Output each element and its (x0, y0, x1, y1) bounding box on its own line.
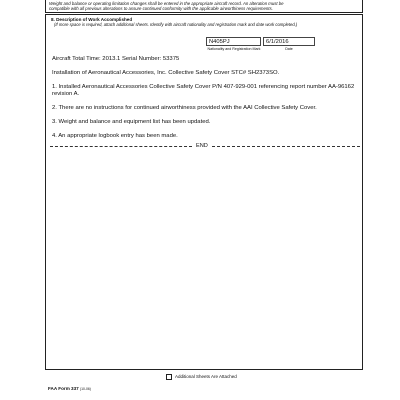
form-revision: (10-06) (80, 387, 91, 391)
section-title: 8. Description of Work Accomplished (51, 17, 133, 22)
registration-label: Nationality and Registration Mark (207, 47, 261, 51)
end-dash-right (212, 146, 360, 147)
top-notice (45, 0, 363, 12)
registration-field[interactable]: N405PJ (206, 37, 261, 46)
section-subtitle: (If more space is required, attach additional sheets. Identify with aircraft nationality and registration mark and date work completed.) (54, 22, 298, 27)
date-label: Date (285, 47, 293, 51)
top-notice-line1: Weight and balance or operating limitation changes shall be entered in the appropriate aircraft record. An alteration must be (49, 1, 284, 6)
additional-sheets-label: Additional Sheets Are Attached (175, 374, 237, 379)
additional-sheets-checkbox[interactable] (166, 374, 172, 380)
top-notice-line2: compatible with all previous alterations to assure continued conformity with the applicable airworthiness requirements. (49, 6, 273, 11)
work-item-1: 1. Installed Aeronautical Accessories Collective Safety Cover P/N 407-929-001 referencing report number AA-96162 revision A. (52, 84, 355, 98)
work-item-2: 2. There are no instructions for continued airworthiness provided with the AAI Collective Safety Cover. (52, 105, 317, 111)
work-item-3: 3. Weight and balance and equipment list has been updated. (52, 119, 211, 125)
description-of-work-section (45, 14, 363, 370)
end-dash-left (50, 146, 192, 147)
end-marker: END (196, 143, 208, 149)
form-identifier (48, 386, 91, 391)
date-field[interactable]: 6/1/2016 (263, 37, 315, 46)
form-id-text: FAA Form 337 (48, 386, 79, 391)
aircraft-time-line: Aircraft Total Time: 2013.1 Serial Number: 53375 (52, 56, 180, 62)
top-rule (45, 12, 363, 13)
work-item-4: 4. An appropriate logbook entry has been made. (52, 133, 178, 139)
installation-line: Installation of Aeronautical Accessories, Inc. Collective Safety Cover STC# SH2373SO. (52, 70, 280, 76)
end-marker-line (50, 143, 360, 150)
